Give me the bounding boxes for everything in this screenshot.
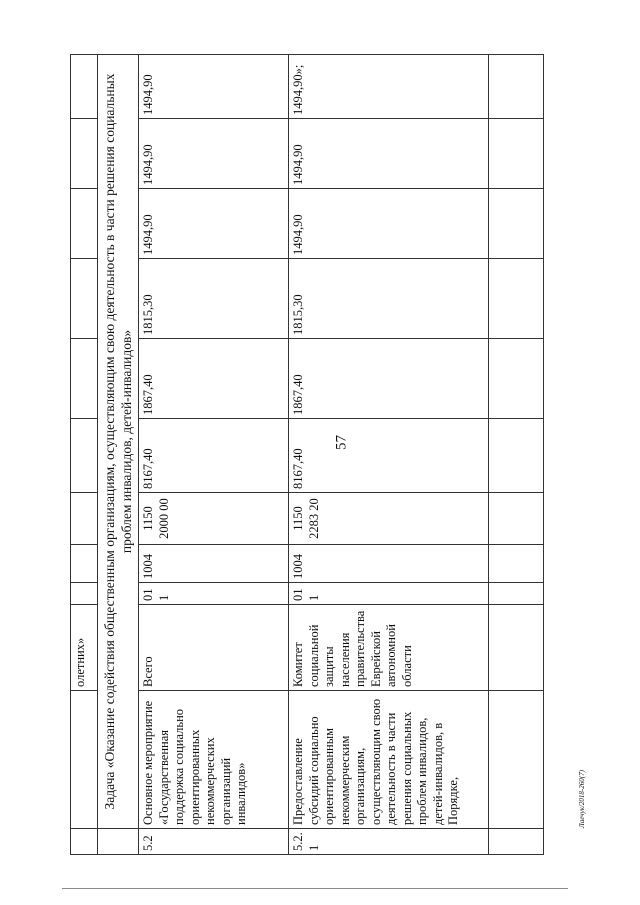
- row-executor: Всего: [139, 605, 289, 691]
- empty-cell: [489, 691, 544, 829]
- row-value-3: 1815,30: [289, 259, 489, 339]
- row-value-1: 8167,40: [289, 419, 489, 493]
- row-value-4: 1494,90: [289, 189, 489, 259]
- empty-cell: [489, 493, 544, 545]
- header-cell: [71, 493, 98, 545]
- empty-cell: [489, 189, 544, 259]
- header-cell: [71, 419, 98, 493]
- row-name: Предоставление субсидий социально ориентированным некоммерческим организациям, осуществляющим свою деятельность в части решения социальных проблем инвалидов, детей-инвалидов, в Порядке,: [289, 691, 489, 829]
- header-cell: [71, 189, 98, 259]
- row-number: 5.2. 1: [289, 829, 489, 855]
- table-row: [139, 55, 289, 855]
- empty-cell: [489, 419, 544, 493]
- table-row: [289, 55, 489, 855]
- budget-table: [70, 54, 544, 855]
- row-code-3: 1150 2000 00: [139, 493, 289, 545]
- empty-cell: [489, 545, 544, 583]
- row-value-2: 1867,40: [289, 339, 489, 419]
- row-name: Основное мероприятие «Государственная поддержка социально ориентированных некоммерческих организаций инвалидов»: [139, 691, 289, 829]
- row-code-1: 01 1: [139, 583, 289, 605]
- row-code-3: 1150 2283 20: [289, 493, 489, 545]
- page-number: 57: [333, 435, 350, 450]
- row-value-6: 1494,90: [139, 55, 289, 119]
- row-executor: Комитет социальной защиты населения правительства Еврейской автономной области: [289, 605, 489, 691]
- table-row-empty: [489, 55, 544, 855]
- row-value-5: 1494,90: [139, 119, 289, 189]
- header-fragment: олетних»: [71, 605, 98, 691]
- row-value-5: 1494,90: [289, 119, 489, 189]
- task-text: Задача «Оказание содействия общественным организациям, осуществляющим свою деятельность в части решения социальных проблем инвалидов, детей-инвалидов»: [98, 55, 139, 829]
- task-spacer: [98, 829, 139, 855]
- empty-cell: [489, 259, 544, 339]
- empty-cell: [489, 119, 544, 189]
- row-value-6: 1494,90»;: [289, 55, 489, 119]
- header-cell: [71, 583, 98, 605]
- footer-divider: [62, 888, 568, 889]
- row-code-1: 01 1: [289, 583, 489, 605]
- header-cell: [71, 119, 98, 189]
- header-cell: [71, 339, 98, 419]
- empty-cell: [489, 583, 544, 605]
- empty-cell: [489, 339, 544, 419]
- task-row: [98, 55, 139, 855]
- header-cell: [71, 691, 98, 829]
- header-cell: [71, 829, 98, 855]
- empty-cell: [489, 605, 544, 691]
- row-code-2: 1004: [289, 545, 489, 583]
- document-code: Лаечук/2018-260(7): [578, 770, 586, 828]
- header-cell: [71, 545, 98, 583]
- table-header-row: [71, 55, 98, 855]
- row-value-4: 1494,90: [139, 189, 289, 259]
- header-cell: [71, 55, 98, 119]
- empty-cell: [489, 55, 544, 119]
- empty-cell: [489, 829, 544, 855]
- header-cell: [71, 259, 98, 339]
- row-value-3: 1815,30: [139, 259, 289, 339]
- row-code-2: 1004: [139, 545, 289, 583]
- row-number: 5.2: [139, 829, 289, 855]
- row-value-2: 1867,40: [139, 339, 289, 419]
- row-value-1: 8167,40: [139, 419, 289, 493]
- rotated-table-wrapper: [70, 55, 560, 855]
